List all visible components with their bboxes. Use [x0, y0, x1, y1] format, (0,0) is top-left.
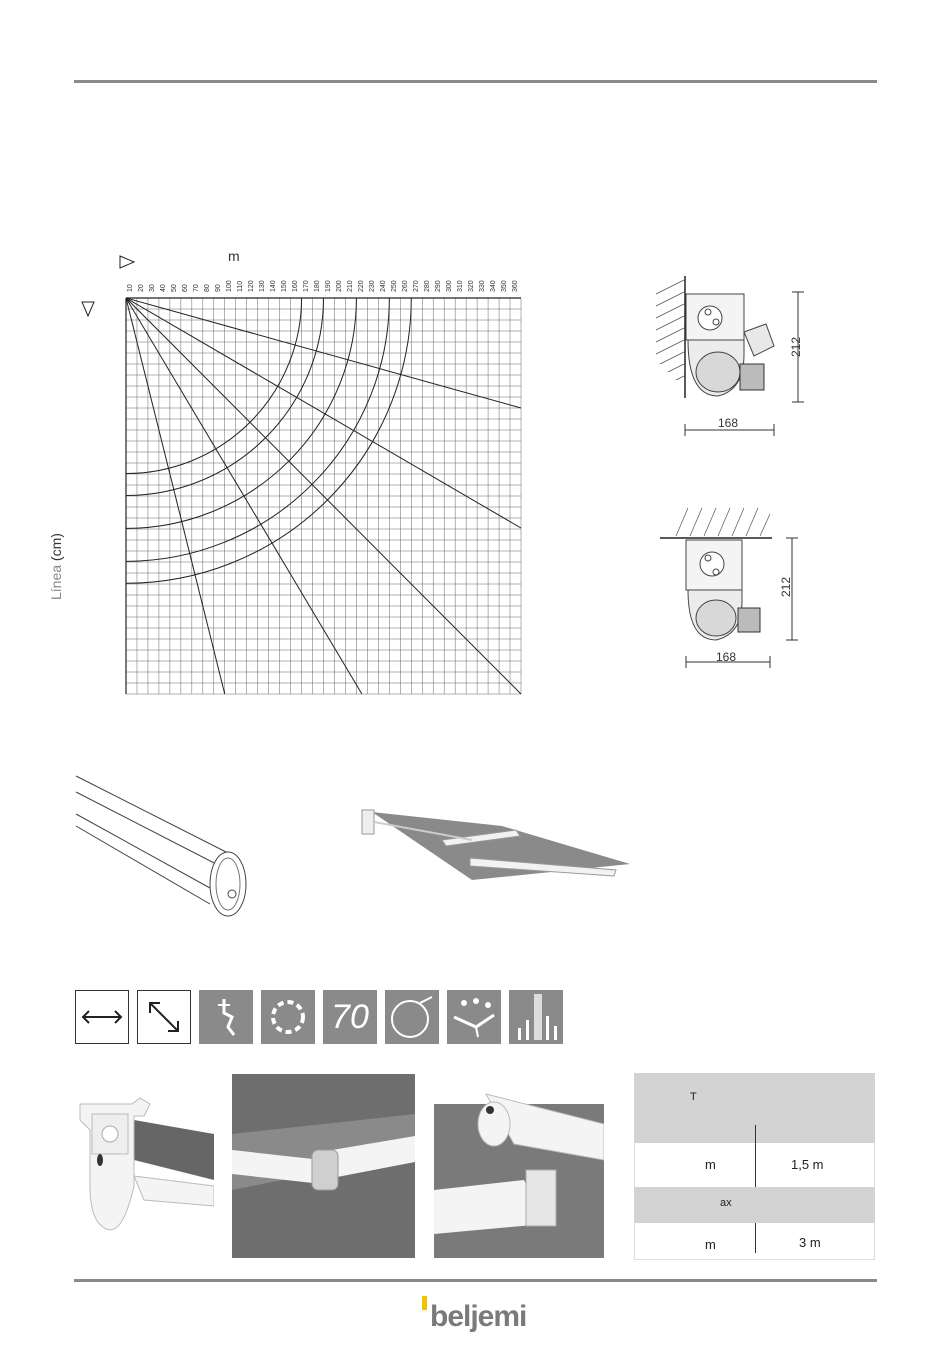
x-tick-label: 50	[171, 284, 179, 292]
logo-accent-bar	[422, 1296, 427, 1310]
x-tick-label: 120	[248, 280, 256, 292]
x-tick-label: 160	[292, 280, 300, 292]
logo-text: beljemi	[430, 1300, 527, 1333]
x-tick-label: 340	[489, 280, 497, 292]
x-tick-label: 80	[204, 284, 212, 292]
x-tick-label: 290	[434, 280, 442, 292]
x-tick-label: 230	[368, 280, 376, 292]
spec-cell-3-right: 3 m	[799, 1235, 821, 1250]
x-tick-label: 200	[335, 280, 343, 292]
x-tick-label: 170	[303, 280, 311, 292]
x-tick-label: 150	[281, 280, 289, 292]
crank-icon	[206, 995, 246, 1039]
bars-icon	[512, 992, 560, 1042]
x-tick-label: 260	[401, 280, 409, 292]
projection-arrow-icon	[144, 997, 184, 1037]
spec-cell-1-right: 1,5 m	[791, 1157, 824, 1172]
bracket-detail-photo	[74, 1090, 214, 1240]
tube-icon	[388, 993, 436, 1041]
x-tick-label: 320	[467, 280, 475, 292]
x-tick-label: 90	[215, 284, 223, 292]
x-tick-label: 250	[390, 280, 398, 292]
y-direction-arrow-icon	[82, 302, 94, 316]
x-tick-label: 60	[182, 284, 190, 292]
x-tick-label: 130	[259, 280, 267, 292]
spec-separator-2	[755, 1223, 756, 1253]
number-70-icon: 70	[331, 997, 369, 1036]
feature-rain	[447, 990, 501, 1044]
awning-drawing	[352, 800, 637, 895]
top-rule	[74, 80, 877, 83]
spec-cell-2-left: ax	[720, 1197, 732, 1209]
x-tick-label: 70	[193, 284, 201, 292]
spec-cell-1-left: m	[705, 1157, 716, 1172]
x-tick-label: 310	[456, 280, 464, 292]
x-tick-label: 330	[478, 280, 486, 292]
arm-bracket-photo	[434, 1084, 604, 1258]
x-tick-label: 180	[314, 280, 321, 292]
x-direction-arrow-icon	[120, 256, 134, 268]
x-tick-label: 10	[127, 284, 135, 292]
feature-gear	[261, 990, 315, 1044]
x-tick-label: 240	[379, 280, 387, 292]
spec-row-2	[634, 1187, 875, 1223]
ceiling-height-label: 212	[779, 576, 794, 598]
feature-70	[323, 990, 377, 1044]
y-axis-label-unit: (cm)	[48, 533, 64, 562]
x-tick-label: 270	[412, 280, 420, 292]
x-tick-label: 300	[445, 280, 453, 292]
x-tick-label: 30	[149, 284, 157, 292]
beljemi-logo	[414, 1296, 544, 1346]
x-axis-unit: m	[228, 248, 240, 264]
feature-width	[75, 990, 129, 1044]
feature-bars	[509, 990, 563, 1044]
y-axis-label-main: Línea	[48, 564, 64, 600]
elbow-joint-photo	[232, 1074, 415, 1258]
chart-svg	[70, 240, 540, 700]
x-tick-label: 40	[160, 284, 168, 292]
x-tick-label: 20	[138, 284, 146, 292]
awning-projection-chart	[48, 240, 540, 700]
x-tick-label: 140	[270, 280, 278, 292]
x-tick-label: 350	[500, 280, 508, 292]
spec-separator-1	[755, 1125, 756, 1187]
y-axis-label	[48, 533, 64, 600]
roller-tube-drawing	[70, 770, 260, 920]
x-tick-label: 360	[511, 280, 519, 292]
feature-projection	[137, 990, 191, 1044]
feature-icons	[75, 990, 563, 1044]
x-tick-label: 220	[357, 280, 365, 292]
spec-table	[634, 1073, 875, 1260]
bottom-rule	[74, 1279, 877, 1282]
ceiling-width-label: 168	[716, 650, 737, 664]
x-tick-label: 100	[226, 280, 234, 292]
wall-width-label: 168	[718, 416, 739, 430]
feature-crank	[199, 990, 253, 1044]
rain-icon	[450, 995, 498, 1039]
feature-tube	[385, 990, 439, 1044]
wall-height-label: 212	[789, 336, 804, 358]
spec-cell-3-left: m	[705, 1237, 716, 1252]
x-tick-label: 210	[346, 280, 354, 292]
x-tick-label: 110	[237, 280, 245, 292]
spec-cell-0-left: T	[690, 1091, 697, 1103]
x-tick-label: 280	[423, 280, 431, 292]
x-tick-label: 190	[324, 280, 332, 292]
width-arrow-icon	[79, 1007, 125, 1027]
gear-icon	[265, 994, 311, 1040]
